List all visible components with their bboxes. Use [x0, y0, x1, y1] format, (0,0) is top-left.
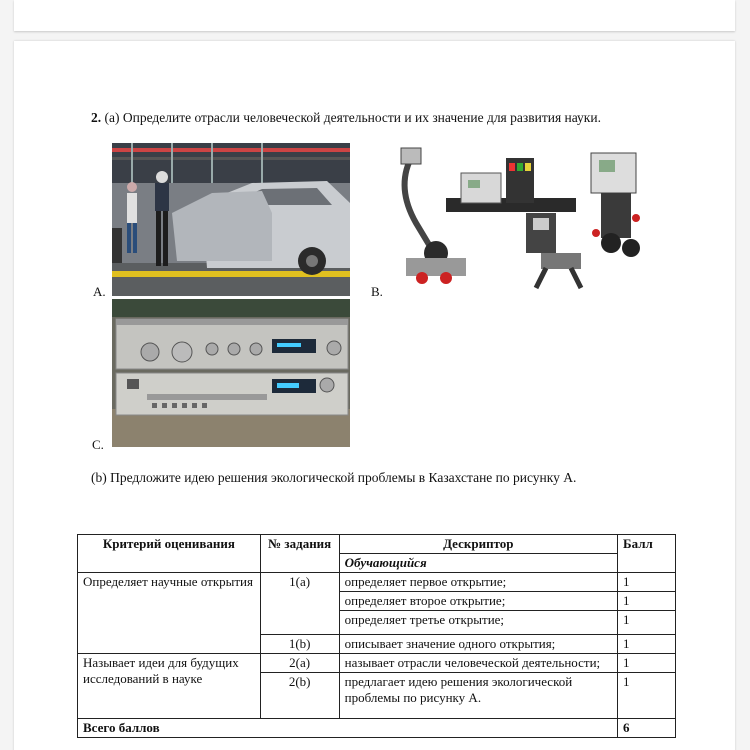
descriptor-cell: называет отрасли человеческой деятельности; — [339, 654, 617, 673]
header-task-number: № задания — [260, 535, 339, 573]
score-cell: 1 — [618, 611, 676, 635]
header-criterion: Критерий оценивания — [78, 535, 261, 573]
total-label: Всего баллов — [78, 719, 618, 738]
image-stereo — [112, 299, 350, 447]
descriptor-cell: определяет третье открытие; — [339, 611, 617, 635]
image-c-label: C. — [92, 437, 104, 452]
descriptor-cell: определяет второе открытие; — [339, 592, 617, 611]
total-score: 6 — [618, 719, 676, 738]
table-row — [78, 573, 676, 592]
question-2b: (b) Предложите идею решения экологической проблемы в Казахстане по рисунку А. — [91, 470, 577, 485]
header-learner: Обучающийся — [339, 554, 617, 573]
score-cell: 1 — [618, 673, 676, 719]
question-2a-text: (a) Определите отрасли человеческой деятельности и их значение для развития науки. — [104, 110, 601, 125]
table-total-row — [78, 719, 676, 738]
assessment-table — [77, 534, 676, 738]
table-header-row — [78, 535, 676, 554]
question-number: 2. — [91, 110, 102, 125]
score-cell: 1 — [618, 573, 676, 592]
task-cell: 1(a) — [260, 573, 339, 635]
task-cell: 1(b) — [260, 635, 339, 654]
image-robots — [386, 128, 651, 292]
question-2a — [91, 110, 601, 126]
image-a-label: A. — [93, 284, 106, 299]
score-cell: 1 — [618, 654, 676, 673]
descriptor-cell: определяет первое открытие; — [339, 573, 617, 592]
task-cell: 2(b) — [260, 673, 339, 719]
descriptor-cell: описывает значение одного открытия; — [339, 635, 617, 654]
descriptor-cell: предлагает идею решения экологической проблемы по рисунку А. — [339, 673, 617, 719]
image-b-label: B. — [371, 284, 383, 299]
previous-page-fragment — [14, 0, 735, 31]
criterion-cell: Называет идеи для будущих исследований в науке — [78, 654, 261, 719]
table-row — [78, 654, 676, 673]
criterion-cell: Определяет научные открытия — [78, 573, 261, 654]
score-cell: 1 — [618, 635, 676, 654]
header-score: Балл — [618, 535, 676, 573]
score-cell: 1 — [618, 592, 676, 611]
image-car-assembly — [112, 143, 350, 296]
task-cell: 2(a) — [260, 654, 339, 673]
header-descriptor: Дескриптор — [339, 535, 617, 554]
